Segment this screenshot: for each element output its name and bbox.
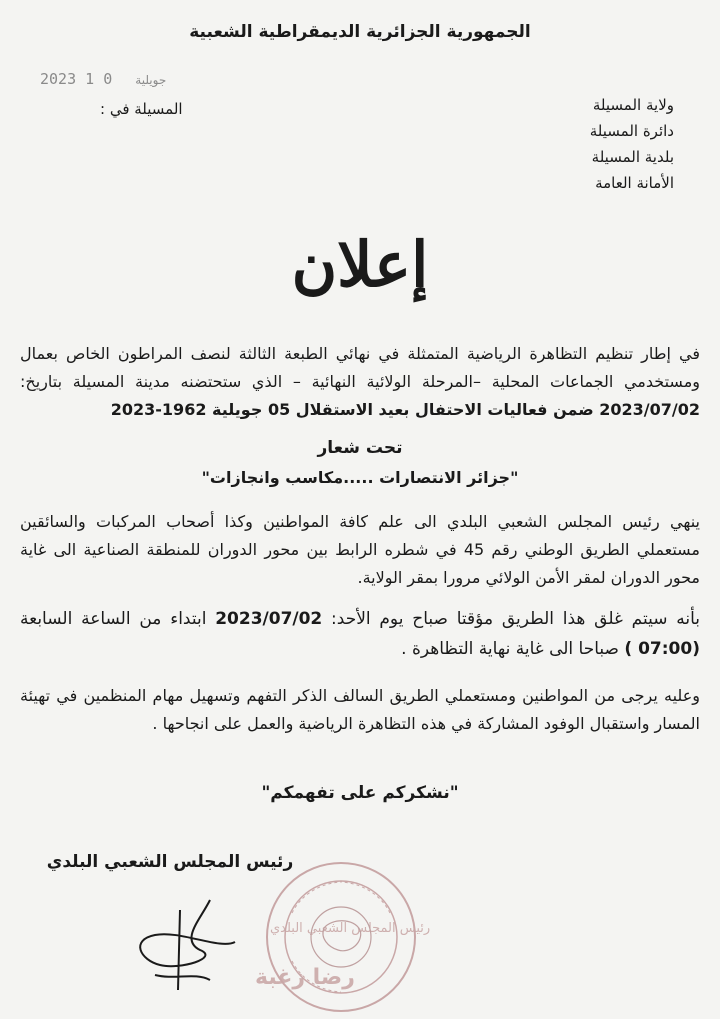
closure-tail: صباحا الى غاية نهاية التظاهرة . [401,639,625,659]
admin-block [474,92,674,196]
received-date-stamp [40,70,166,88]
admin-wilaya: ولاية المسيلة [592,96,674,114]
paragraph-closure [20,604,700,664]
paragraph-request: وعليه يرجى من المواطنين ومستعملي الطريق السالف الذكر التفهم وتسهيل مهام المنظمين في تهيئة المسار واستقبال الوفود المشاركة في هذه التظاهرة الرياضية والعمل على انجاحها . [20,686,700,733]
thanks-line: "نشكركم على تفهمكم" [261,783,459,803]
intro-text: في إطار تنظيم التظاهرة الرياضية المتمثلة في نهائي الطبعة الثالثة لنصف المراطون الخاص بعمال ومستخدمي الجماعات المحلية –المرحلة الولائية النهائية – الذي ستحتضنه مدينة المسيلة بتاريخ: [20,344,700,391]
place-date: المسيلة في : [100,100,183,118]
name-stamp-title: رئيس المجلس الشعبي البلدي [270,921,431,936]
closure-time: (07:00 ) [624,639,700,659]
signer-title: رئيس المجلس الشعبي البلدي [46,852,294,872]
admin-baladia: بلدية المسيلة [591,148,674,166]
stamp-month: جويلية [135,73,167,87]
admin-daira: دائرة المسيلة [589,122,674,140]
admin-secretariat: الأمانة العامة [595,174,674,192]
stamp-day: 0 1 [85,70,113,88]
signature-stamp-image [60,880,431,1010]
closure-mid: ابتداء من الساعة السابعة [20,609,216,629]
handwritten-signature [140,900,235,990]
paragraph-notice: ينهي رئيس المجلس الشعبي البلدي الى علم كافة المواطنين وكذا أصحاب المركبات والسائقين مستعملي الطريق الوطني رقم 45 في شطره الرابط بين محور الدوران للمنطقة الصناعية الى غاية محور الدوران لمقر الأمن الولائي مرورا بمقر الولاية. [20,512,700,587]
official-round-seal [262,858,420,1016]
slogan-label: تحت شعار [317,438,403,458]
paragraph-intro [20,340,700,424]
intro-tail: ضمن فعاليات الاحتفال بعيد الاستقلال 05 جويلية 1962-2023 [110,400,600,419]
stamp-year: 2023 [40,70,77,88]
intro-date: 2023/07/02 [599,400,700,419]
closure-date: 2023/07/02 [215,609,323,629]
name-stamp-name: رضا زغبة [255,965,355,990]
republic-header: الجمهورية الجزائرية الديمقراطية الشعبية [189,22,531,42]
closure-text: بأنه سيتم غلق هذا الطريق مؤقتا صباح يوم الأحد: [322,609,700,629]
page-title: إعلان [291,228,429,301]
slogan: "جزائر الانتصارات .....مكاسب وانجازات" [201,468,519,487]
